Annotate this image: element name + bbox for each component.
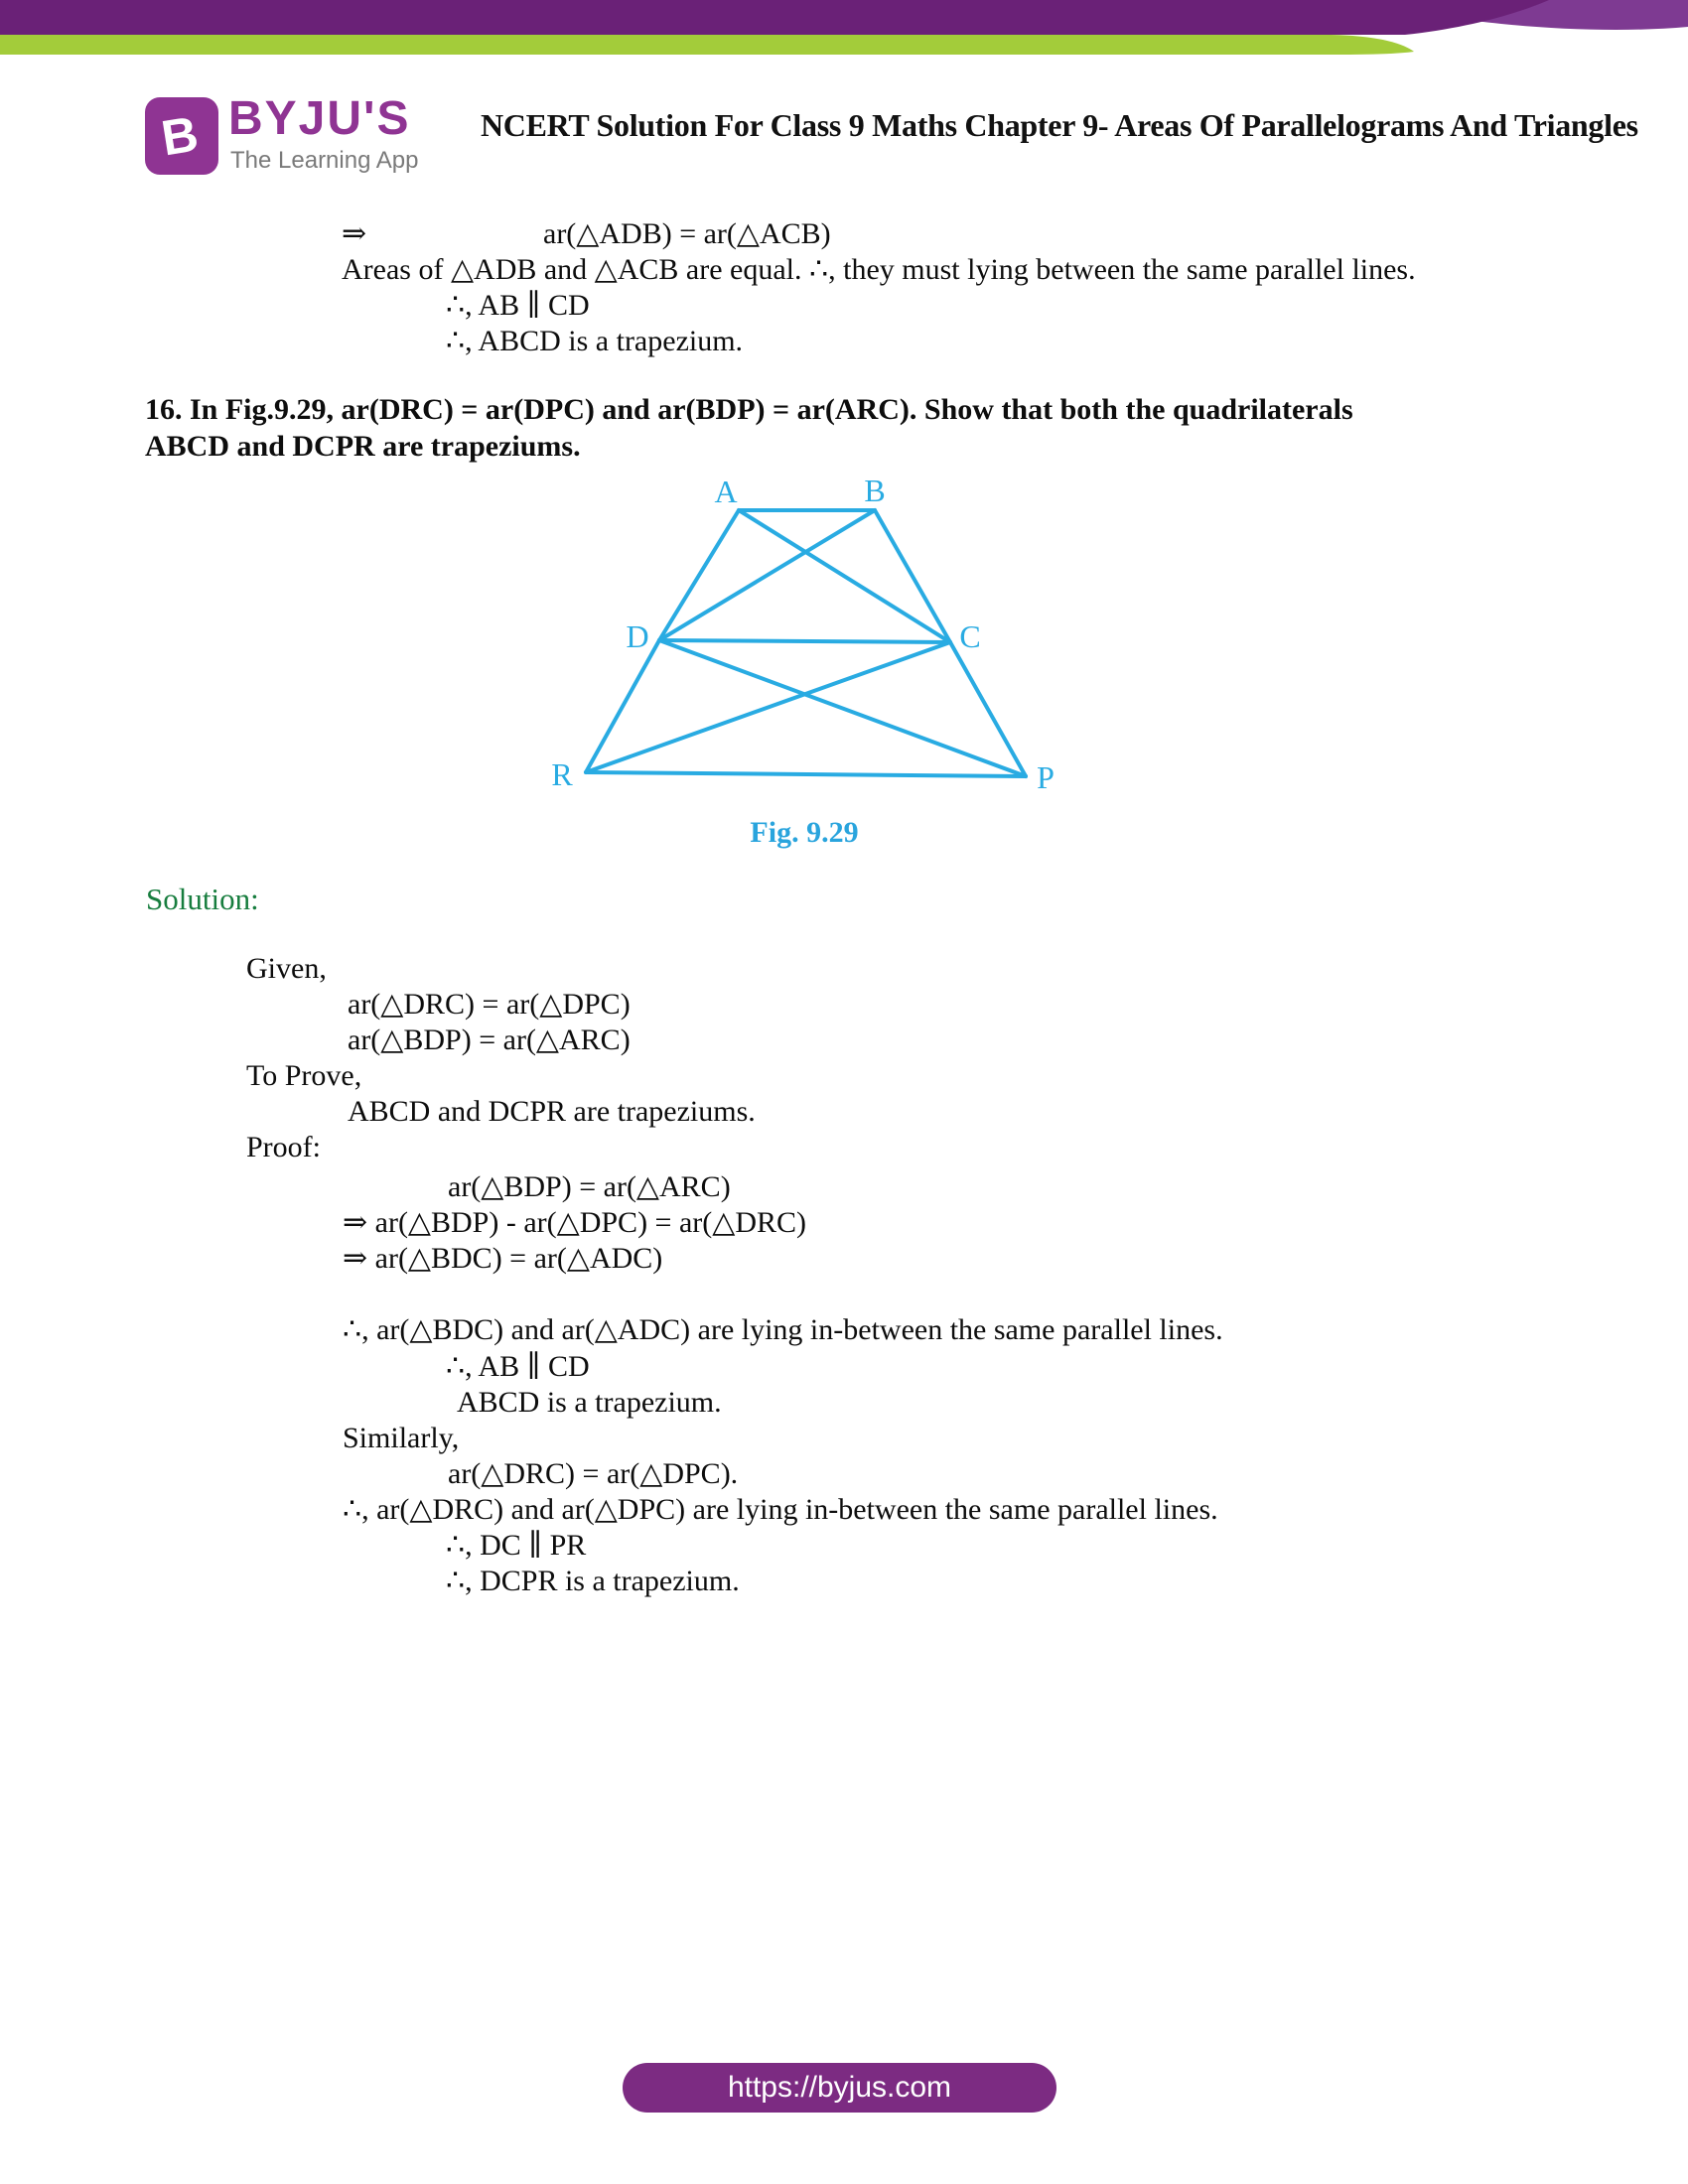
header-band-green [0,35,1414,55]
trapezium-figure [536,475,1092,812]
figure-vertex-label-B: B [864,475,886,508]
solution-line: ∴, ar(△BDC) and ar(△ADC) are lying in-between the same parallel lines. [343,1313,1223,1346]
question-line-2: ABCD and DCPR are trapeziums. [145,430,581,463]
figure-edge-DR [586,640,659,772]
intro-line: ∴, AB ∥ CD [446,289,590,322]
figure-edge-RP [586,772,1026,776]
intro-line: Areas of △ADB and △ACB are equal. ∴, they must lying between the same parallel lines. [342,253,1416,286]
solution-line: Given, [246,952,327,985]
intro-line: ∴, ABCD is a trapezium. [446,325,744,357]
figure-edge-AD [659,510,739,640]
implies-arrow: ⇒ [342,217,367,250]
footer-url-pill[interactable] [623,2063,1056,2113]
figure-vertex-label-D: D [626,618,649,654]
solution-line: ∴, DCPR is a trapezium. [446,1565,740,1597]
byjus-tagline: The Learning App [230,147,419,174]
figure-vertex-label-R: R [551,756,573,792]
solution-line: ⇒ ar(△BDC) = ar(△ADC) [343,1242,663,1275]
solution-line: ⇒ ar(△BDP) - ar(△DPC) = ar(△DRC) [343,1206,807,1239]
page-title: NCERT Solution For Class 9 Maths Chapter 9- Areas Of Parallelograms And Triangles [481,107,1638,143]
solution-line: Similarly, [343,1422,460,1454]
solution-line: ∴, DC ∥ PR [446,1529,587,1562]
solution-line: Proof: [246,1131,321,1163]
solution-line: ar(△BDP) = ar(△ARC) [348,1024,631,1056]
solution-line: To Prove, [246,1059,362,1092]
figure-vertex-label-P: P [1037,759,1055,795]
figure-edge-CP [950,642,1026,776]
byjus-brand-text: BYJU'S [228,92,411,145]
solution-label: Solution: [146,882,259,916]
solution-line: ar(△DRC) = ar(△DPC) [348,988,631,1021]
solution-line: ABCD is a trapezium. [457,1386,722,1419]
solution-line: ABCD and DCPR are trapeziums. [348,1095,756,1128]
solution-line: ∴, ar(△DRC) and ar(△DPC) are lying in-between the same parallel lines. [343,1493,1218,1526]
byjus-b-icon: B [157,105,203,167]
footer-url[interactable]: https://byjus.com [727,2071,952,2104]
solution-line: ∴, AB ∥ CD [446,1350,590,1383]
figure-edge-DC [659,640,950,642]
byjus-logo-icon [145,97,218,175]
question-line-1: 16. In Fig.9.29, ar(DRC) = ar(DPC) and ar(BDP) = ar(ARC). Show that both the quadrilaterals [145,393,1353,426]
header-decoration [0,0,1688,69]
figure-edge-CR [586,642,950,772]
figure-edge-BC [875,510,950,642]
figure-caption: Fig. 9.29 [750,816,859,849]
byjus-logo [145,92,473,185]
solution-line: ar(△DRC) = ar(△DPC). [448,1457,739,1490]
header-band-purple [0,0,1549,35]
solution-line: ar(△BDP) = ar(△ARC) [448,1170,731,1203]
intro-line [342,216,831,252]
figure-vertex-label-A: A [714,475,738,509]
figure-vertex-label-C: C [959,618,981,654]
intro-equation: ar(△ADB) = ar(△ACB) [543,217,831,250]
figure-edge-DP [659,640,1026,776]
